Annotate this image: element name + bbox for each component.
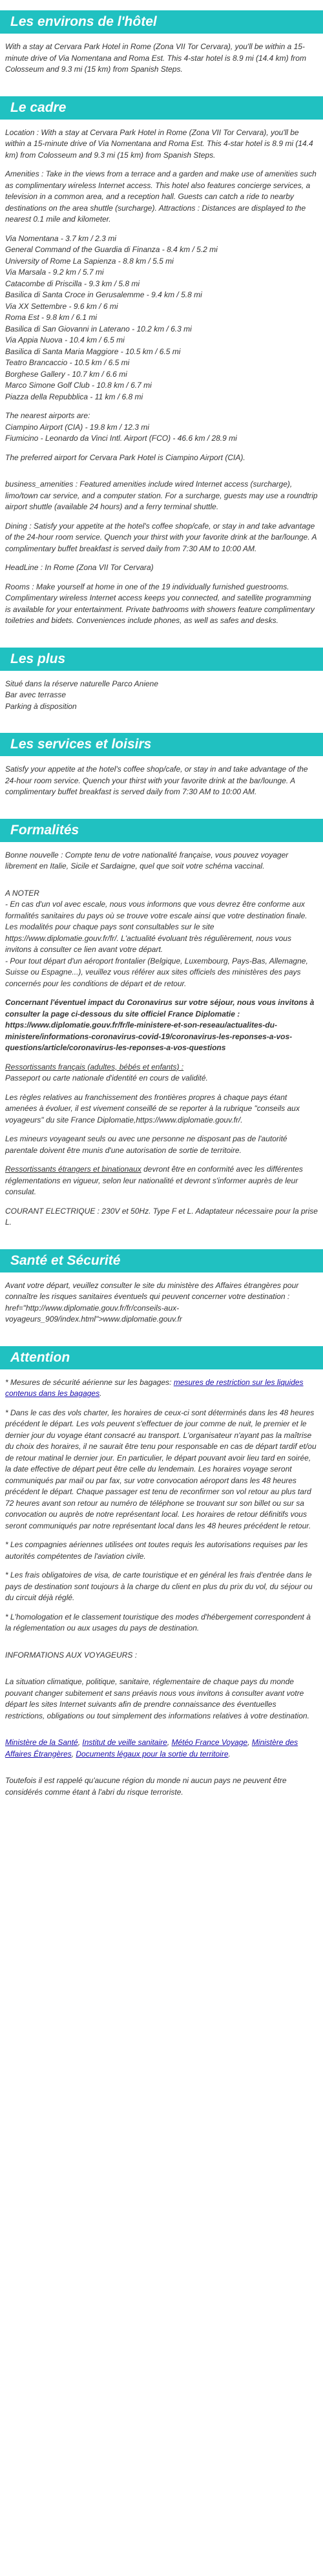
section-formalites [0,819,323,1229]
attention-final: Toutefois il est rappelé qu'aucune région du monde ni aucun pays ne peuvent être considérés comme étant à l'abri du risque terroriste. [5,1776,287,1797]
section-title-sante: Santé et Sécurité [0,1249,323,1272]
meteo-france-link[interactable]: Météo France Voyage [171,1738,248,1747]
a-noter-line: Les modalités pour chaque pays sont consultables sur le site https://www.diplomatie.gouv.fr/fr/. L'actualité évoluant très régulièrement, nous vous invitons à consulter ce lien avant votre départ. [5,922,291,954]
place-item: Piazza della Repubblica - 11 km / 6.8 mi [5,392,143,401]
formalites-covid: Concernant l'éventuel impact du Coronavirus sur votre séjour, nous vous invitons à consulter la page ci-dessous du site officiel France Diplomatie : https://www.diplomatie.gouv.fr/fr/le-ministere-et-son-reseau/actualites-du-ministere/informations-coronavirus-covid-19/coronavirus-les-reponses-a-vos-questions/article/coronavirus-les-reponses-a-vos-questions [5,998,315,1052]
attention-item-3: * Les compagnies aériennes utilisées ont toutes requis les autorisations requises par les autorités compétentes de l'aviation civile. [5,1540,308,1561]
attention-item-1-end: . [99,1389,102,1398]
attention-item-1 [5,1377,318,1400]
cadre-amenities: Amenities : Take in the views from a terrace and a garden and make use of amenities such as complimentary wireless Internet access. This hotel also features concierge services, a television in a common area, and a reception hall. Guests can catch a ride to nearby destinations on the area shuttle (surcharge). Attractions : Distances are displayed to the nearest 0.1 mile and kilometer. [5,169,317,224]
attention-item-5: * L'homologation et le classement touristique des modes d'hébergement correspondent à la réglementation ou aux usages du pays de destination. [5,1612,311,1632]
section-attention [0,1346,323,1799]
place-item: Borghese Gallery - 10.7 km / 6.6 mi [5,369,127,379]
sante-text: Avant votre départ, veuillez consulter le site du ministère des Affaires étrangères pour connaître les risques sanitaires éventuels qui peuvent concerner votre destination : href="http://www.diplomatie.gouv.fr/fr/conseils-aux-voyageurs_909/index.html">www.diplomatie.gouv.fr [5,1280,299,1324]
cadre-rooms: Rooms : Make yourself at home in one of the 19 individually furnished guestrooms. Complimentary wireless Internet access keeps you connected, and satellite programming is available for your entertainment. Private bathrooms with showers feature complimentary toiletries and bidets. Conveniences include phones, as well as safes and desks. [5,582,315,625]
attention-item-1-text: * Mesures de sécurité aérienne sur les bagages: [5,1377,174,1387]
info-voyageurs-text: La situation climatique, politique, sanitaire, réglementaire de chaque pays du monde pouvant changer subitement et sans préavis nous vous invitons à consulter avant votre départ les sites Internet suivants afin de prendre connaissance des éventuelles restrictions, obligations ou tout simplement des informations relatives à votre destination. [5,1677,309,1720]
a-noter-line: - En cas d'un vol avec escale, nous vous informons que vous devrez être conforme aux formalités sanitaires du pays où se trouve votre escale ainsi que votre destination finale. [5,900,307,920]
place-item: Marco Simone Golf Club - 10.8 km / 6.7 mi [5,381,152,390]
formalites-foreign [5,1164,318,1198]
info-voyageurs-title: INFORMATIONS AUX VOYAGEURS : [5,1650,138,1660]
link-end: . [228,1749,231,1758]
formalites-intro: Bonne nouvelle : Compte tenu de votre nationalité française, vous pouvez voyager librement en Italie, Sicile et Sardaigne, quel que soit votre schéma vaccinal. [5,850,289,871]
documents-legaux-link[interactable]: Documents légaux pour la sortie du territoire [76,1749,229,1758]
section-plus [0,648,323,713]
place-item: Via Nomentana - 3.7 km / 2.3 mi [5,233,116,243]
formalites-french [5,1062,318,1084]
affaires-etrangeres-link[interactable]: Ministère des Affaires Étrangères [5,1738,298,1758]
section-sante [0,1249,323,1325]
cadre-headline: HeadLine : In Rome (Zona VII Tor Cervara) [5,563,154,572]
place-item: University of Rome La Sapienza - 8.8 km / 5.5 mi [5,256,174,266]
place-item: Via XX Settembre - 9.6 km / 6 mi [5,301,118,311]
french-nationals-text: Passeport ou carte nationale d'identité en cours de validité. [5,1073,208,1082]
place-item: Basilica di Santa Maria Maggiore - 10.5 km / 6.5 mi [5,346,181,356]
airports-title: The nearest airports are: [5,411,90,420]
cadre-dining: Dining : Satisfy your appetite at the hotel's coffee shop/cafe, or stay in and take advantage of the 24-hour room service. Quench your thirst with your favorite drink at the bar/lounge. A complimentary buffet breakfast is served daily from 7:30 AM to 10:00 AM. [5,521,317,553]
airport-item: Fiumicino - Leonardo da Vinci Intl. Airport (FCO) - 46.6 km / 28.9 mi [5,434,237,443]
airport-item: Ciampino Airport (CIA) - 19.8 km / 12.3 mi [5,422,149,432]
place-item: Via Marsala - 9.2 km / 5.7 mi [5,268,104,277]
section-title-environs: Les environs de l'hôtel [0,10,323,34]
environs-text: With a stay at Cervara Park Hotel in Rome (Zona VII Tor Cervara), you'll be within a 15-minute drive of Via Nomentana and Roma Est. This 4-star hotel is 8.9 mi (14.4 km) from Colosseum and 9.3 mi (15 km) from Spanish Steps. [5,42,306,74]
foreign-nationals-text: devront être en conformité avec les différentes réglementations en vigueur, selon leur nationalité et devront s'informer auprès de leur consulat. [5,1165,303,1196]
french-nationals-title: Ressortissants français (adultes, bébés et enfants) : [5,1062,184,1072]
link-separator: , [167,1738,172,1747]
section-title-plus: Les plus [0,648,323,671]
attention-item-4: * Les frais obligatoires de visa, de carte touristique et en général les frais d'entrée dans le pays de destination sont toujours à la charge du client en plus du prix du vol, du séjour ou du circuit déjà réglé. [5,1570,313,1602]
ministere-sante-link[interactable]: Ministère de la Santé [5,1738,78,1747]
section-title-cadre: Le cadre [0,96,323,120]
attention-item-2: * Dans le cas des vols charter, les horaires de ceux-ci sont déterminés dans les 48 heures précédent le départ. Les vols peuvent s'effectuer de jour comme de nuit, le premier et le dernier jour du voyage étant consacré au transport. L'organisateur n'ayant pas la maîtrise du choix des horaires, il ne saurait être tenu pour responsable en cas de départ tardif et/ou de retour matinal le dernier jour. En particulier, le départ pouvant avoir lieu tard en soirée, la date effective de départ peut être celle du lendemain. Les horaires voyage seront communiqués par mail ou par fax, sur votre convocation aéroport dans les 48 heures précédent le départ. Chaque passager est tenu de reconfirmer son vol retour au plus tard 72 heures avant son retour au numéro de téléphone se trouvant sur son billet ou sur sa convocation ou auprès de notre représentant local. Les horaires de retour définitifs vous seront communiqués par notre représentant local dans les 48 heures précédent le retour. [5,1408,317,1530]
place-item: Roma Est - 9.8 km / 6.1 mi [5,313,98,322]
link-separator: , [71,1749,76,1758]
section-cadre [0,96,323,627]
cadre-preferred-airport: The preferred airport for Cervara Park Hotel is Ciampino Airport (CIA). [5,452,245,462]
section-title-formalites: Formalités [0,819,323,842]
place-item: General Command of the Guardia di Finanza - 8.4 km / 5.2 mi [5,245,218,254]
plus-item: Parking à disposition [5,701,77,711]
plus-list [5,679,318,713]
a-noter-title: A NOTER [5,888,39,898]
liquids-restriction-link[interactable]: mesures de restriction sur les liquides contenus dans les bagages [5,1377,304,1398]
section-title-services: Les services et loisirs [0,733,323,756]
section-title-attention: Attention [0,1346,323,1369]
a-noter-line: - Pour tout départ d'un aéroport frontalier (Belgique, Luxembourg, Pays-Bas, Allemagne, Suisse ou Espagne...), veuillez vous référer aux sites officiels des ministères des pays concernés pour les conditions de départ et de retour. [5,956,308,988]
formalites-courant: COURANT ELECTRIQUE : 230V et 50Hz. Type F et L. Adaptateur nécessaire pour la prise L. [5,1206,318,1227]
foreign-nationals-title: Ressortissants étrangers et binationaux [5,1165,141,1174]
veille-sanitaire-link[interactable]: Institut de veille sanitaire [82,1738,167,1747]
plus-item: Bar avec terrasse [5,690,67,699]
section-environs [0,10,323,76]
place-item: Catacombe di Priscilla - 9.3 km / 5.8 mi [5,279,140,288]
place-item: Teatro Brancaccio - 10.5 km / 6.5 mi [5,358,130,367]
services-text: Satisfy your appetite at the hotel's coffee shop/cafe, or stay in and take advantage of the 24-hour room service. Quench your thirst with your favorite drink at the bar/lounge. A complimentary buffet breakfast is served daily from 7:30 AM to 10:00 AM. [5,765,308,796]
link-separator: , [247,1738,252,1747]
section-services [0,733,323,798]
plus-item: Situé dans la réserve naturelle Parco Aniene [5,679,159,688]
useful-links [5,1737,318,1760]
place-item: Basilica di Santa Croce in Gerusalemme - 9.4 km / 5.8 mi [5,290,202,299]
cadre-business: business_amenities : Featured amenities include wired Internet access (surcharge), limo/town car service, and a computer station. For a surcharge, guests may use a roundtrip airport shuttle (available 24 hours) and a ferry terminal shuttle. [5,480,318,511]
formalites-a-noter [5,888,318,990]
place-item: Via Appia Nuova - 10.4 km / 6.5 mi [5,335,125,344]
cadre-airports [5,410,318,445]
formalites-rules: Les règles relatives au franchissement des frontières propres à chaque pays étant amenées à évoluer, il est vivement conseillé de se reporter à la rubrique "conseils aux voyageurs" du site France Diplomatie,https://www.diplomatie.gouv.fr/. [5,1092,300,1124]
link-separator: , [78,1738,83,1747]
cadre-places-list [5,233,318,403]
cadre-location: Location : With a stay at Cervara Park Hotel in Rome (Zona VII Tor Cervara), you'll be within a 15-minute drive of Via Nomentana and Roma Est. This 4-star hotel is 8.9 mi (14.4 km) from Colosseum and 9.3 mi (15 km) from Spanish Steps. [5,127,313,160]
place-item: Basilica di San Giovanni in Laterano - 10.2 km / 6.3 mi [5,324,192,333]
formalites-minors: Les mineurs voyageant seuls ou avec une personne ne disposant pas de l'autorité parentale doivent être munis d'une autorisation de sortie de territoire. [5,1134,287,1155]
